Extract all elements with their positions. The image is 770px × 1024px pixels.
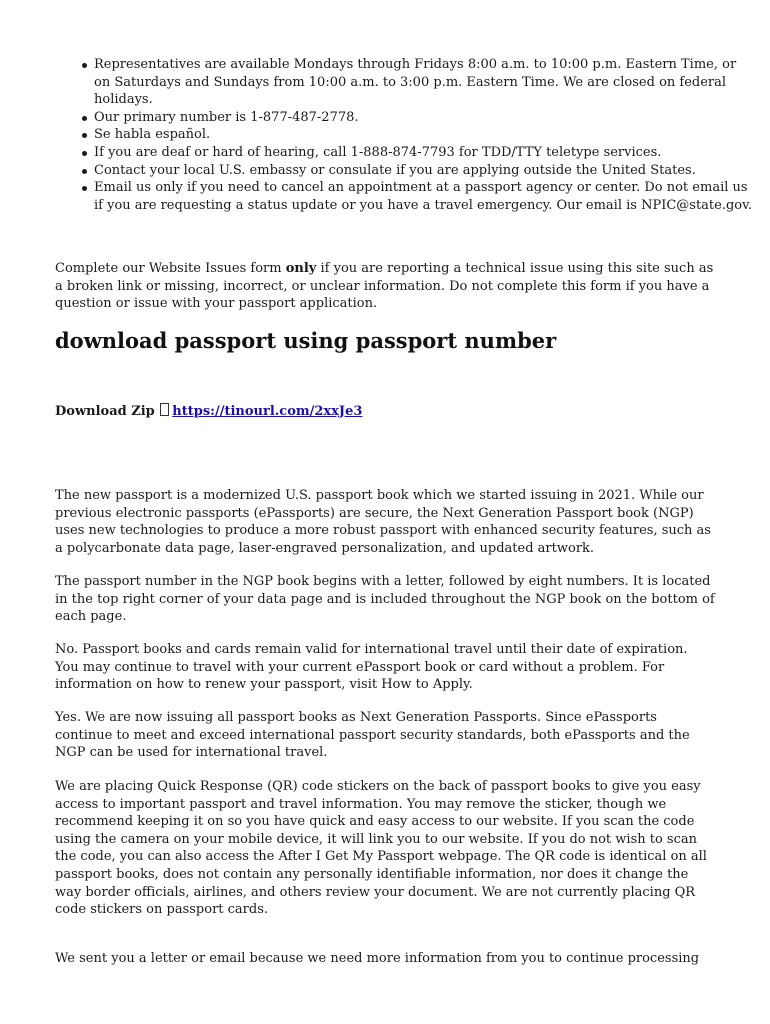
list-item: Contact your local U.S. embassy or consulate if you are applying outside the United States.: [94, 162, 754, 180]
paragraph: The new passport is a modernized U.S. passport book which we started issuing in 2021. While our previous electronic passports (ePassports) are secure, the Next Generation Passport book (NGP) uses new technologies to produce a more robust passport with enhanced security features, such as a polycarbonate data page, laser-engraved personalization, and updated artwork.: [55, 488, 711, 556]
text-span: Complete our Website Issues form: [55, 261, 286, 276]
contact-info-list: [55, 56, 754, 214]
emphasis-only: only: [285, 261, 317, 276]
download-link[interactable]: https://tinourl.com/2xxJe3: [172, 404, 363, 419]
list-item: Our primary number is 1-877-487-2778.: [94, 109, 754, 127]
list-item: Representatives are available Mondays through Fridays 8:00 a.m. to 10:00 p.m. Eastern Time, or on Saturdays and Sundays from 10:00 a.m. to 3:00 p.m. Eastern Time. We are closed on federal holidays.: [94, 56, 754, 109]
missing-glyph-box-icon: [160, 403, 169, 416]
paragraph: We sent you a letter or email because we need more information from you to continue processing: [55, 951, 700, 966]
paragraph: No. Passport books and cards remain valid for international travel until their date of expiration. You may continue to travel with your current ePassport book or card without a problem. For information on how to renew your passport, visit How to Apply.: [55, 642, 688, 693]
page-heading: download passport using passport number: [55, 328, 557, 353]
list-item: Se habla español.: [94, 126, 754, 144]
list-item: Email us only if you need to cancel an appointment at a passport agency or center. Do not email us if you are requesting a status update or you have a travel emergency. Our email is NPIC@state.gov.: [94, 180, 753, 213]
download-line: [55, 403, 715, 421]
paragraph: The passport number in the NGP book begins with a letter, followed by eight numbers. It is located in the top right corner of your data page and is included throughout the NGP book on the bottom of each page.: [55, 574, 715, 625]
list-item: If you are deaf or hard of hearing, call 1-888-874-7793 for TDD/TTY teletype services.: [94, 144, 754, 162]
paragraph: Yes. We are now issuing all passport books as Next Generation Passports. Since ePassports continue to meet and exceed international passport security standards, both ePassports and the NGP can be used for international travel.: [55, 710, 690, 761]
website-issues-paragraph: [55, 260, 715, 313]
download-label: Download Zip: [55, 404, 155, 419]
paragraph: We are placing Quick Response (QR) code stickers on the back of passport books to give you easy access to important passport and travel information. You may remove the sticker, though we recommend keeping it on so you have quick and easy access to our website. If you scan the code using the camera on your mobile device, it will link you to our website. If you do not wish to scan the code, you can also access the After I Get My Passport webpage. The QR code is identical on all passport books, does not contain any personally identifiable information, nor does it change the way border officials, airlines, and others review your document. We are not currently placing QR code stickers on passport cards.: [55, 779, 707, 918]
text-span: if you are reporting a technical issue using this site such as a broken link or missing, incorrect, or unclear information. Do not complete this form if you have a question or issue with your passport application.: [55, 261, 714, 312]
